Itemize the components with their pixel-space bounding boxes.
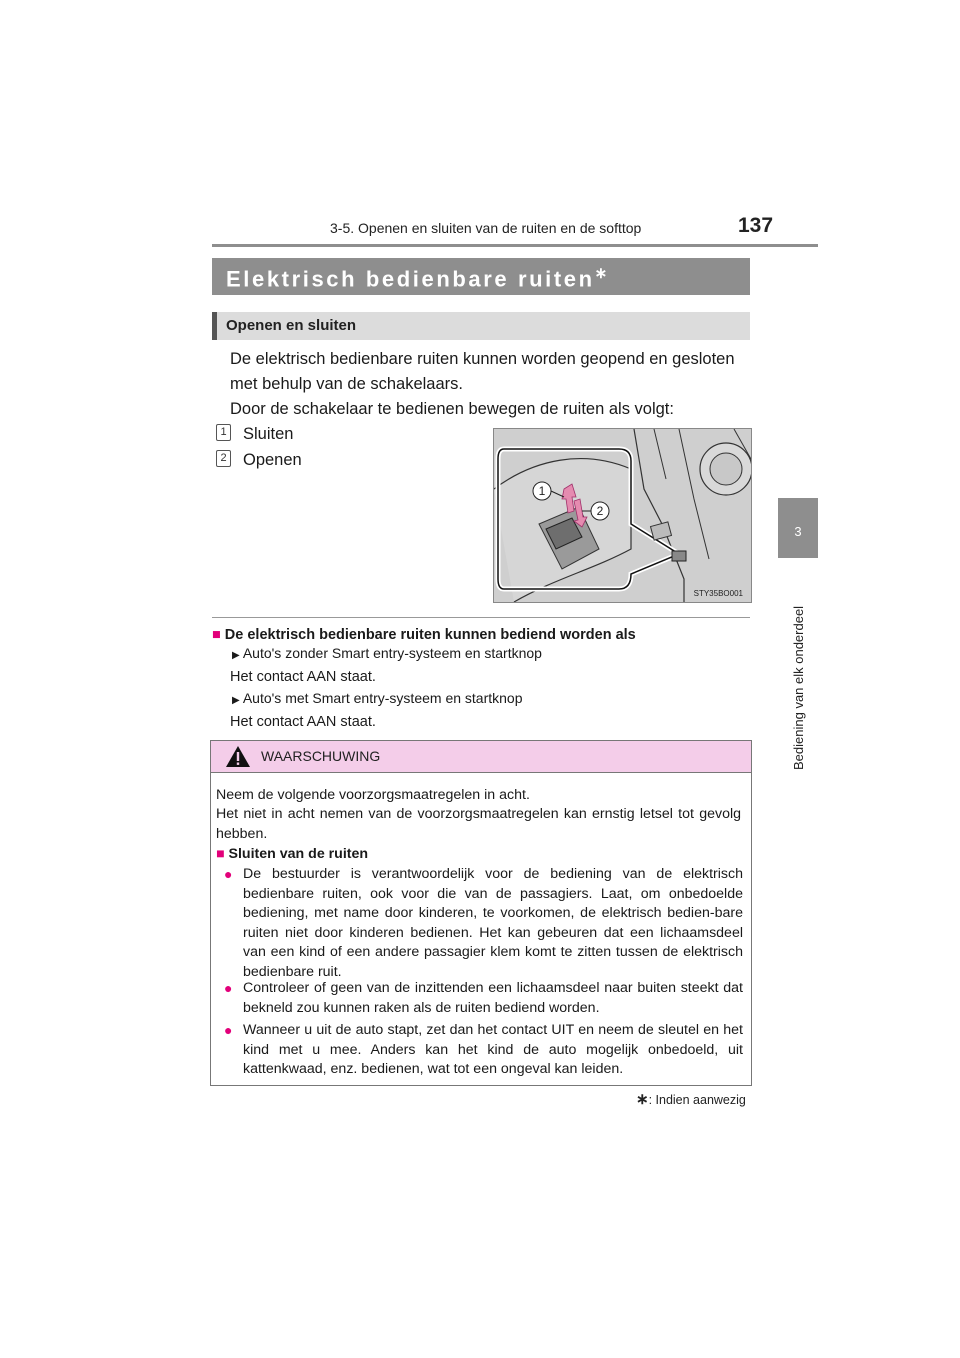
intro-line-2: met behulp van de schakelaars. (230, 375, 463, 393)
chapter-tab (778, 498, 818, 558)
intro-line-1: De elektrisch bedienbare ruiten kunnen worden geopend en gesloten (230, 350, 735, 368)
warning-heading: ■ Sluiten van de ruiten (216, 846, 369, 862)
intro-line-3: Door de schakelaar te bedienen bewegen de ruiten als volgt: (230, 400, 674, 418)
header-section-title: 3-5. Openen en sluiten van de ruiten en de softtop (330, 220, 642, 236)
warning-title: WAARSCHUWING (261, 748, 381, 764)
footnote: ∗: Indien aanwezig (636, 1091, 746, 1108)
page-number: 137 (738, 214, 774, 237)
condition-2-text: Het contact AAN staat. (230, 714, 376, 730)
asterisk-mark: ∗ (594, 265, 608, 282)
step-number-1: 1 (216, 424, 231, 441)
subsection-banner (212, 312, 750, 340)
step-label-1: Sluiten (243, 425, 294, 443)
warning-intro-2: Het niet in acht nemen van de voorzorgsmaatregelen kan ernstig letsel tot gevolg hebben. (216, 806, 741, 842)
arrow-right-icon: ▶ (232, 695, 240, 706)
bullet-dot-icon: ● (224, 1022, 233, 1038)
section-banner (212, 258, 750, 295)
window-switch-illustration (493, 428, 752, 603)
bullet-dot-icon: ● (224, 980, 233, 996)
bullet-dot-icon: ● (224, 866, 233, 882)
condition-1-label: ▶ Auto's zonder Smart entry-systeem en startknop (232, 645, 542, 661)
section-title: Elektrisch bedienbare ruiten (226, 266, 595, 292)
asterisk-mark: ∗ (636, 1091, 649, 1108)
chapter-label: Bediening van elk onderdeel (791, 605, 806, 770)
callout-1: 1 (538, 484, 546, 498)
condition-2-label: ▶ Auto's met Smart entry-systeem en startknop (232, 690, 523, 706)
window-switch-drawing (494, 429, 751, 602)
warning-bullet-3: Wanneer u uit de auto stapt, zet dan het contact UIT en neem de sleutel en het kind met u mee. Anders kan het kind de auto mogelijk onbedoeld, uit kattenkwaad, enz. bedienen, wat tot een ongeval kan leiden. (243, 1022, 743, 1077)
chapter-number: 3 (794, 524, 802, 539)
figure-code: STY35BO001 (693, 589, 743, 598)
callout-2: 2 (596, 504, 604, 518)
subsection-title: Openen en sluiten (226, 317, 357, 334)
subsection-bar (212, 312, 217, 340)
warning-bullet-1: De bestuurder is verantwoordelijk voor de bediening van de elektrisch bedienbare ruiten, ook voor die van de passagiers. Laat, om onbedoelde bediening, met name door kinderen, te voorkomen, de elektrisch bedien-bare ruiten niet door kinderen bedienen. Het kan gebeuren dat een lichaamsdeel van een kind of een andere passagier klem komt te zitten tussen de elektrisch bedienbare ruit. (243, 866, 743, 980)
header-rule (212, 244, 818, 247)
section-divider (212, 617, 750, 618)
arrow-right-icon: ▶ (232, 650, 240, 661)
warning-box (210, 740, 752, 1086)
warning-bullet-2: Controleer of geen van de inzittenden een lichaamsdeel naar buiten steekt dat bekneld zou kunnen raken als de ruiten bediend worden. (243, 980, 743, 1016)
condition-1-text: Het contact AAN staat. (230, 669, 376, 685)
warning-intro-1: Neem de volgende voorzorgsmaatregelen in acht. (216, 787, 530, 803)
warning-header (211, 741, 751, 773)
step-number-2: 2 (216, 450, 231, 467)
square-bullet-icon: ■ (212, 627, 221, 643)
conditions-heading: ■ De elektrisch bedienbare ruiten kunnen bediend worden als (212, 627, 636, 643)
step-label-2: Openen (243, 451, 302, 469)
square-bullet-icon: ■ (216, 846, 225, 862)
warning-triangle-icon (225, 745, 251, 768)
